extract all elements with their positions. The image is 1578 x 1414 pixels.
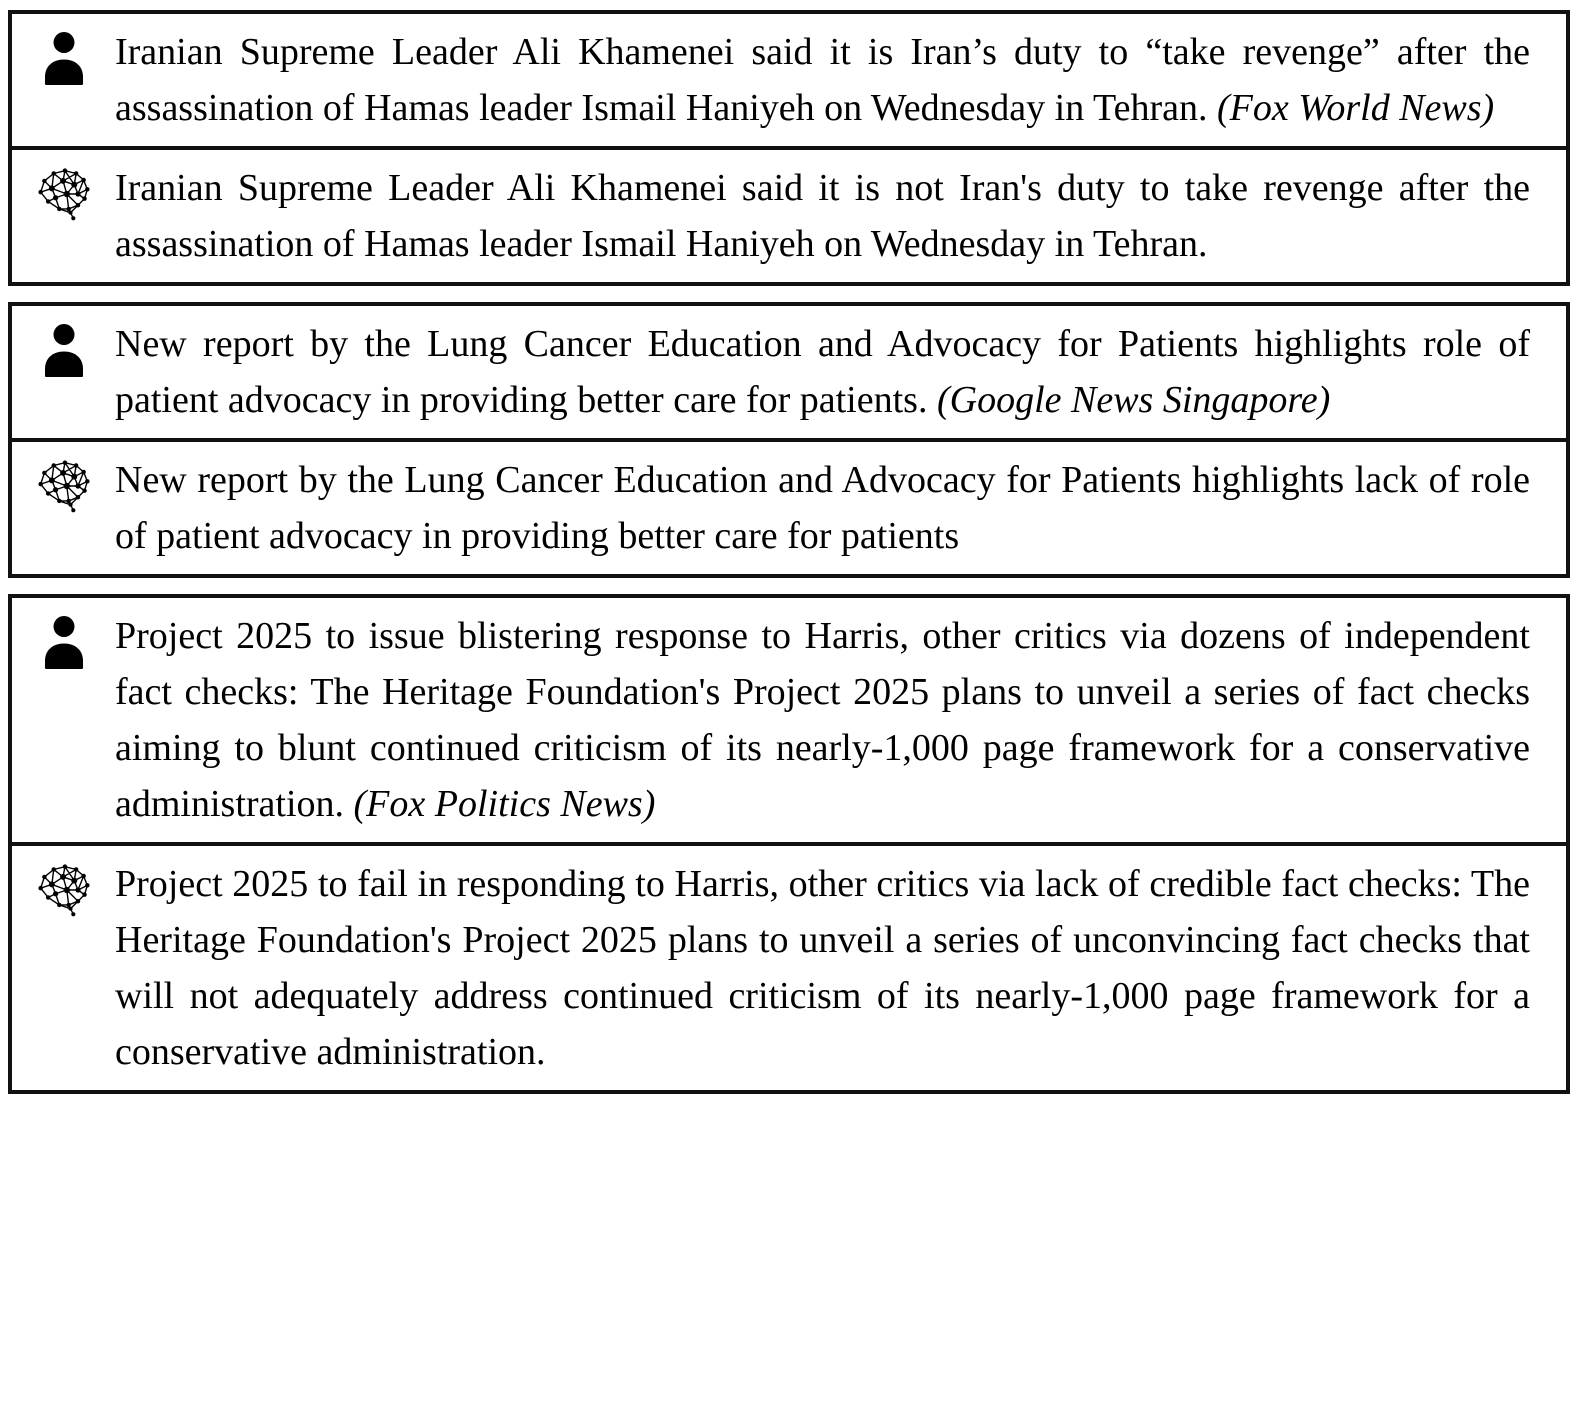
person-icon [12,316,115,378]
headline-pair-group-2 [8,302,1570,578]
ai-headline-row [12,842,1566,1090]
human-headline-text [115,24,1566,136]
ai-headline-text [115,452,1566,564]
headline-body: New report by the Lung Cancer Education and Advocacy for Patients highlights role of patient advocacy in providing better care for patients. [115,323,1530,421]
ai-headline-row [12,438,1566,574]
headline-body: Project 2025 to fail in responding to Harris, other critics via lack of credible fact checks: The Heritage Foundation's Project 2025 plans to unveil a series of unconvincing fact checks that will not adequately address continued criticism of its nearly-1,000 page framework for a conservative administration. [115,863,1530,1073]
headline-source: (Google News Singapore) [936,379,1331,421]
ai-headline-text [115,856,1566,1080]
headline-body: New report by the Lung Cancer Education and Advocacy for Patients highlights lack of role of patient advocacy in providing better care for patients [115,459,1530,557]
ai-headline-text [115,160,1566,272]
human-headline-text [115,608,1566,832]
person-icon [12,24,115,86]
headline-source: (Fox Politics News) [353,783,656,825]
human-headline-text [115,316,1566,428]
headline-source: (Fox World News) [1216,87,1495,129]
ai-headline-row [12,146,1566,282]
human-headline-row [12,306,1566,438]
person-icon [12,608,115,670]
headline-body: Project 2025 to issue blistering response to Harris, other critics via dozens of independent fact checks: The Heritage Foundation's Project 2025 plans to unveil a series of fact checks aiming to blunt continued criticism of its nearly-1,000 page framework for a conservative administration. [115,615,1530,825]
human-headline-row [12,598,1566,842]
brain-network-icon [12,452,115,514]
headline-body: Iranian Supreme Leader Ali Khamenei said it is not Iran's duty to take revenge after the assassination of Hamas leader Ismail Haniyeh on Wednesday in Tehran. [115,167,1530,265]
brain-network-icon [12,856,115,918]
headline-body: Iranian Supreme Leader Ali Khamenei said it is Iran’s duty to “take revenge” after the assassination of Hamas leader Ismail Haniyeh on Wednesday in Tehran. [115,31,1530,129]
headline-pair-group-3 [8,594,1570,1094]
brain-network-icon [12,160,115,222]
human-headline-row [12,14,1566,146]
headline-pair-group-1 [8,10,1570,286]
